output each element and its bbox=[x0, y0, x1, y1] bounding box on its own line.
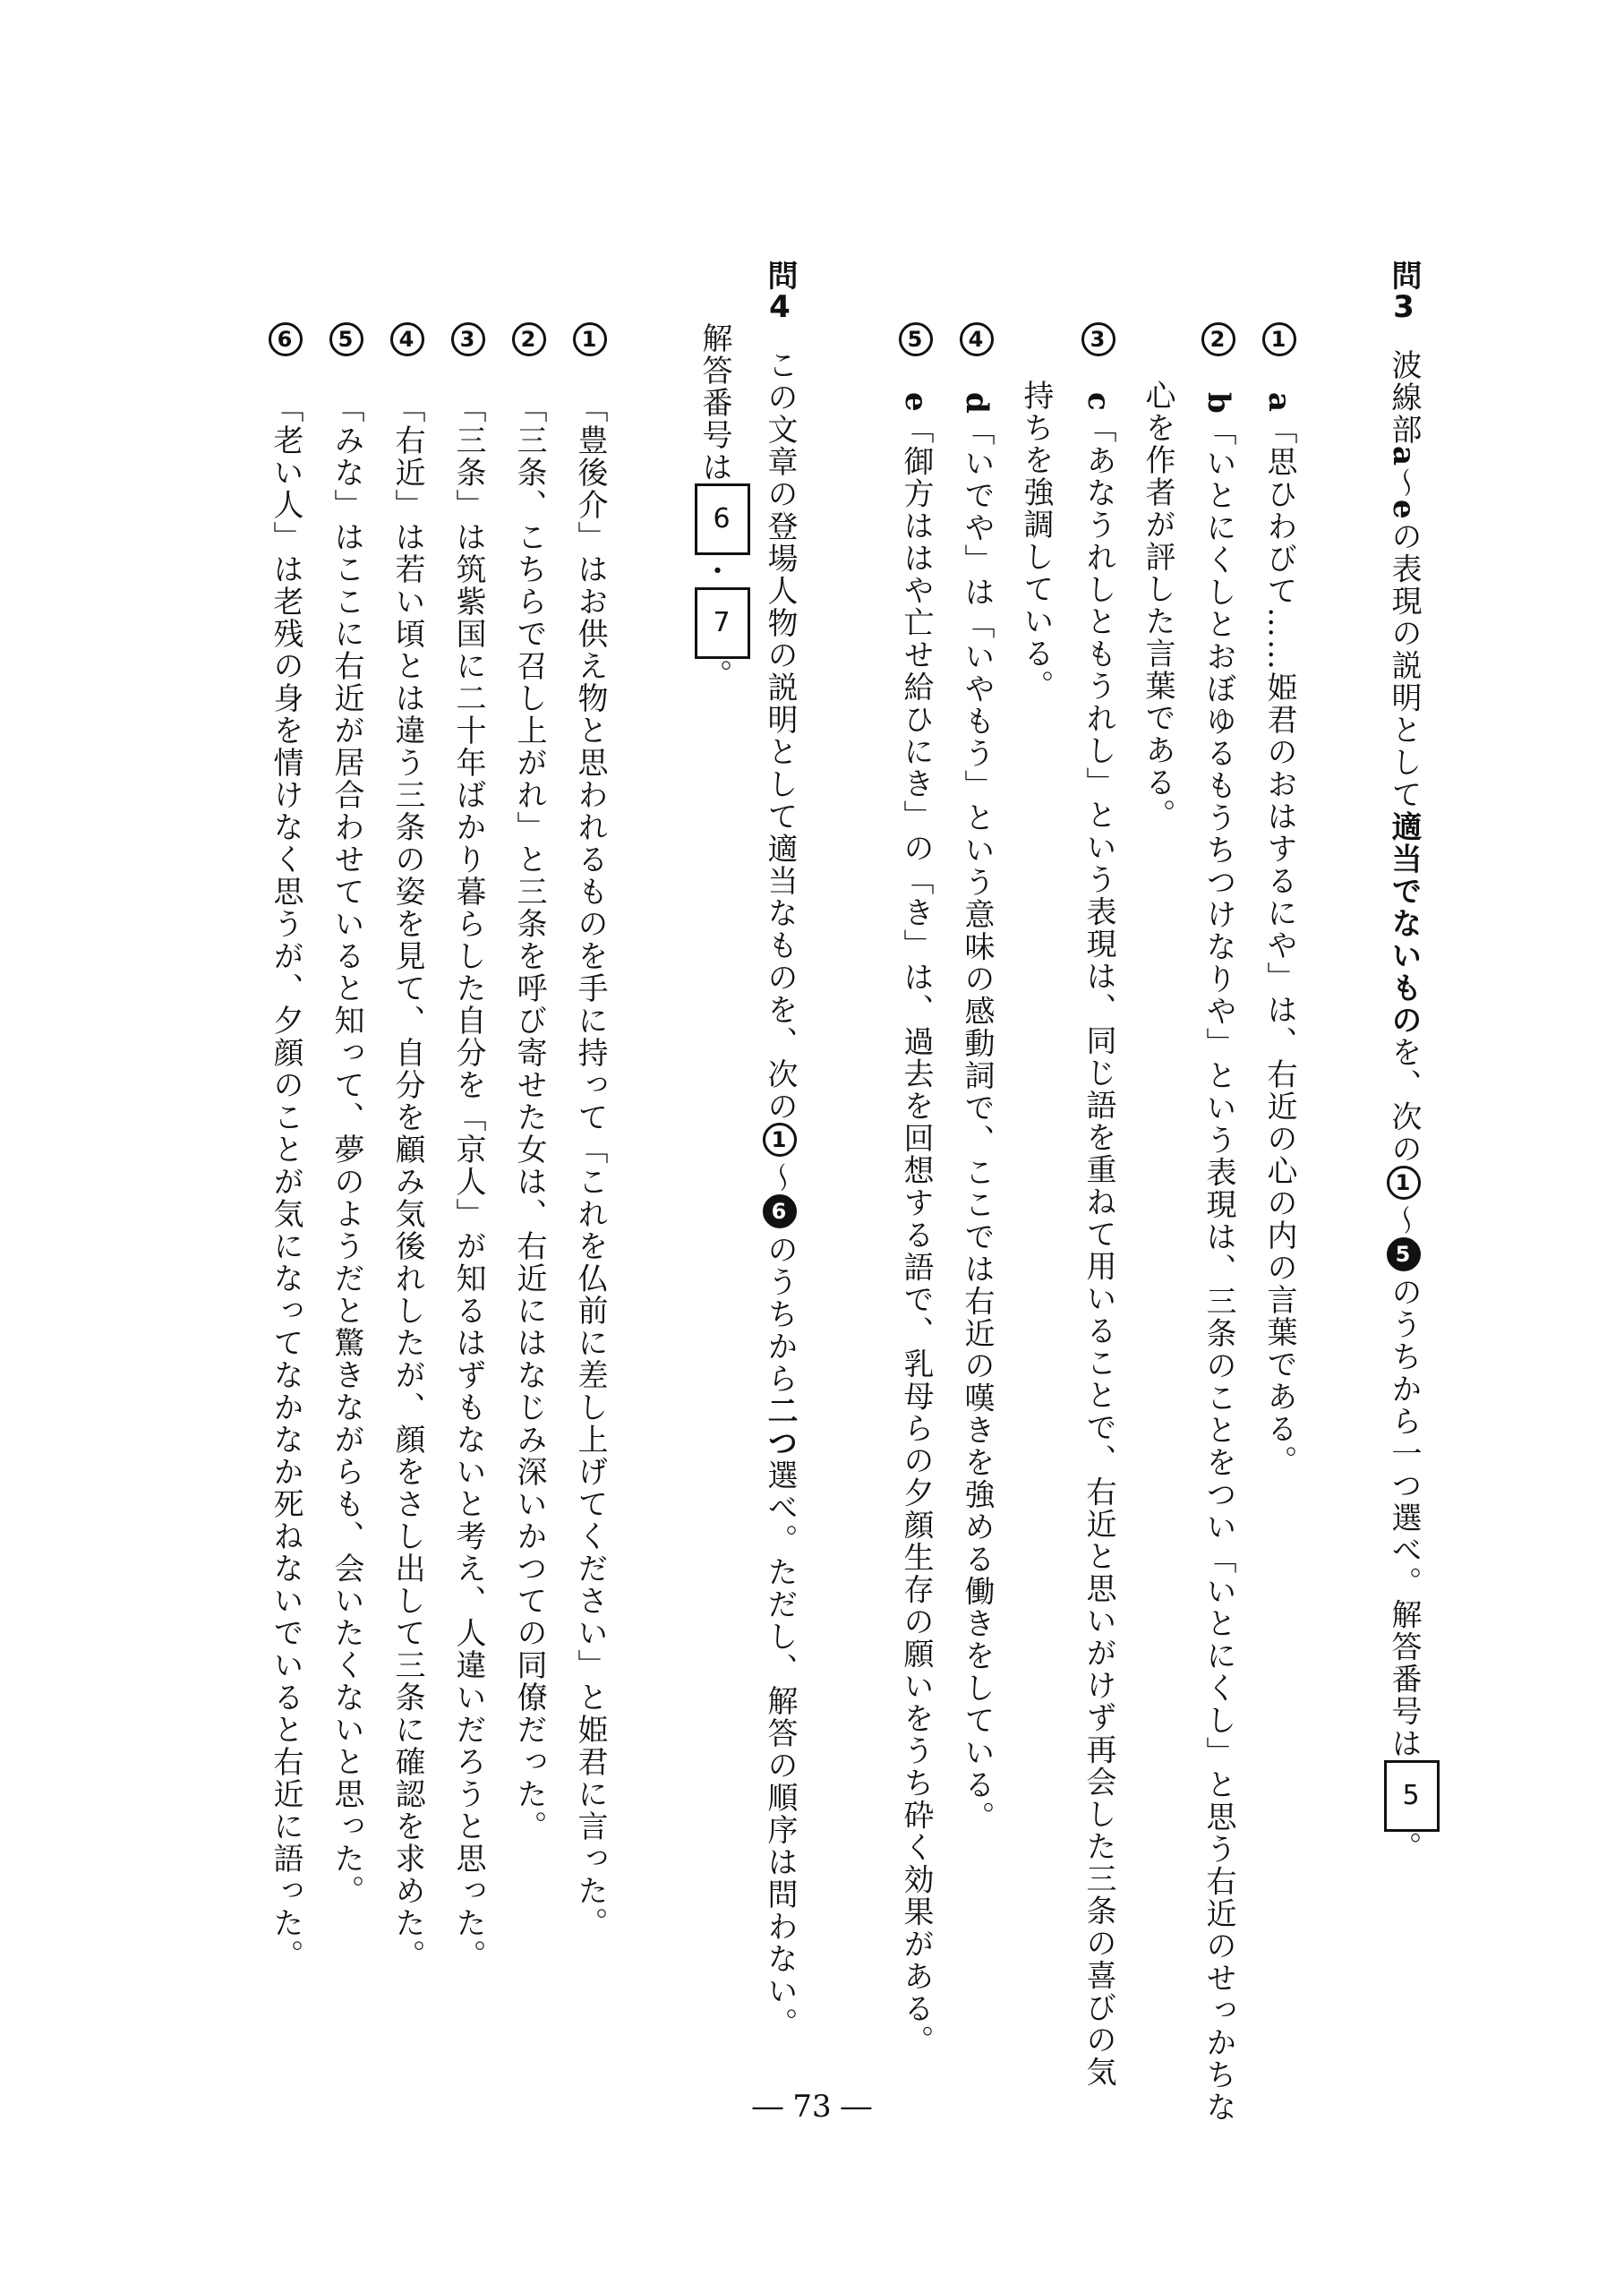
page-number: ― 73 ― bbox=[752, 2089, 872, 2125]
q4-answer-line: 解答番号は6・7。 bbox=[695, 322, 750, 691]
circle-number-1: 1 bbox=[1387, 1166, 1421, 1200]
option-number-icon: 4 bbox=[390, 322, 424, 356]
q3-option-3-cont: 持ちを強調している。 bbox=[1018, 380, 1054, 702]
q4-number: 問4 bbox=[762, 260, 798, 322]
q3-option-4[interactable]: 4d「いでや」は「いやもう」という意味の感動詞で、ここでは右近の嘆きを強める働きをしている。 bbox=[960, 322, 994, 1834]
q4-emphasis: 二つ bbox=[762, 1395, 798, 1459]
q4-option-4[interactable]: 4「右近」は若い頃とは違う三条の姿を見て、自分を顧み気後れしたが、顔をさし出して三条に確認を求めた。 bbox=[390, 322, 424, 1971]
circle-number-6: 6 bbox=[763, 1194, 797, 1228]
circle-number-5: 5 bbox=[1387, 1237, 1421, 1271]
q4-heading: 問4この文章の登場人物の説明として適当なものを、次の1～6のうちから二つ選べ。ただし、解答の順序は問わない。 bbox=[762, 260, 798, 2040]
q3-option-5[interactable]: 5e「御方ははや亡せ給ひにき」の「き」は、過去を回想する語で、乳母らの夕顔生存の願いをうち砕く効果がある。 bbox=[899, 322, 933, 2057]
answer-box-6[interactable]: 6 bbox=[695, 483, 750, 555]
answer-box-7[interactable]: 7 bbox=[695, 587, 750, 659]
q4-option-2[interactable]: 2「三条、こちらで召し上がれ」と三条を呼び寄せた女は、右近にはなじみ深いかつての同僚だった。 bbox=[512, 322, 546, 1843]
q4-option-3[interactable]: 3「三条」は筑紫国に二十年ばかり暮らした自分を「京人」が知るはずもないと考え、人違いだろうと思った。 bbox=[451, 322, 485, 1971]
q3-option-3[interactable]: 3c「あなうれしともうれし」という表現は、同じ語を重ねて用いることで、右近と思いがけず再会した三条の喜びの気 bbox=[1081, 322, 1115, 2089]
q3-option-2[interactable]: 2b「いとにくしとおぼゆるもうちつけなりや」という表現は、三条のことをつい「いとにくし」と思う右近のせっかちな bbox=[1201, 322, 1235, 2124]
q3-number: 問3 bbox=[1386, 260, 1422, 322]
option-number-icon: 1 bbox=[1262, 322, 1296, 356]
answer-box-5[interactable]: 5 bbox=[1384, 1760, 1440, 1832]
q3-option-1[interactable]: 1a「思ひわびて……姫君のおはするにや」は、右近の心の内の言葉である。 bbox=[1262, 322, 1296, 1477]
q4-option-6[interactable]: 6「老い人」は老残の身を情けなく思うが、夕顔のことが気になってなかなか死ねないでいると右近に語った。 bbox=[269, 322, 303, 1971]
option-number-icon: 1 bbox=[573, 322, 607, 356]
option-number-icon: 2 bbox=[1201, 322, 1235, 356]
option-number-icon: 5 bbox=[899, 322, 933, 356]
option-number-icon: 6 bbox=[269, 322, 303, 356]
q4-option-1[interactable]: 1「豊後介」はお供え物と思われるものを手に持って「これを仏前に差し上げてください」と姫君に言った。 bbox=[573, 322, 607, 1939]
q3-heading: 問3波線部a～eの表現の説明として適当でないものを、次の1～5のうちから一つ選べ。解答番号は5。 bbox=[1384, 260, 1440, 1864]
option-number-icon: 3 bbox=[451, 322, 485, 356]
option-number-icon: 2 bbox=[512, 322, 546, 356]
option-number-icon: 5 bbox=[329, 322, 363, 356]
option-number-icon: 4 bbox=[960, 322, 994, 356]
q4-option-5[interactable]: 5「みな」はここに右近が居合わせていると知って、夢のようだと驚きながらも、会いたくないと思った。 bbox=[329, 322, 363, 1907]
circle-number-1: 1 bbox=[763, 1123, 797, 1157]
q3-option-2-cont: 心を作者が評した言葉である。 bbox=[1140, 380, 1175, 831]
option-number-icon: 3 bbox=[1081, 322, 1115, 356]
q3-emphasis: 適当でないもの bbox=[1386, 810, 1422, 1037]
